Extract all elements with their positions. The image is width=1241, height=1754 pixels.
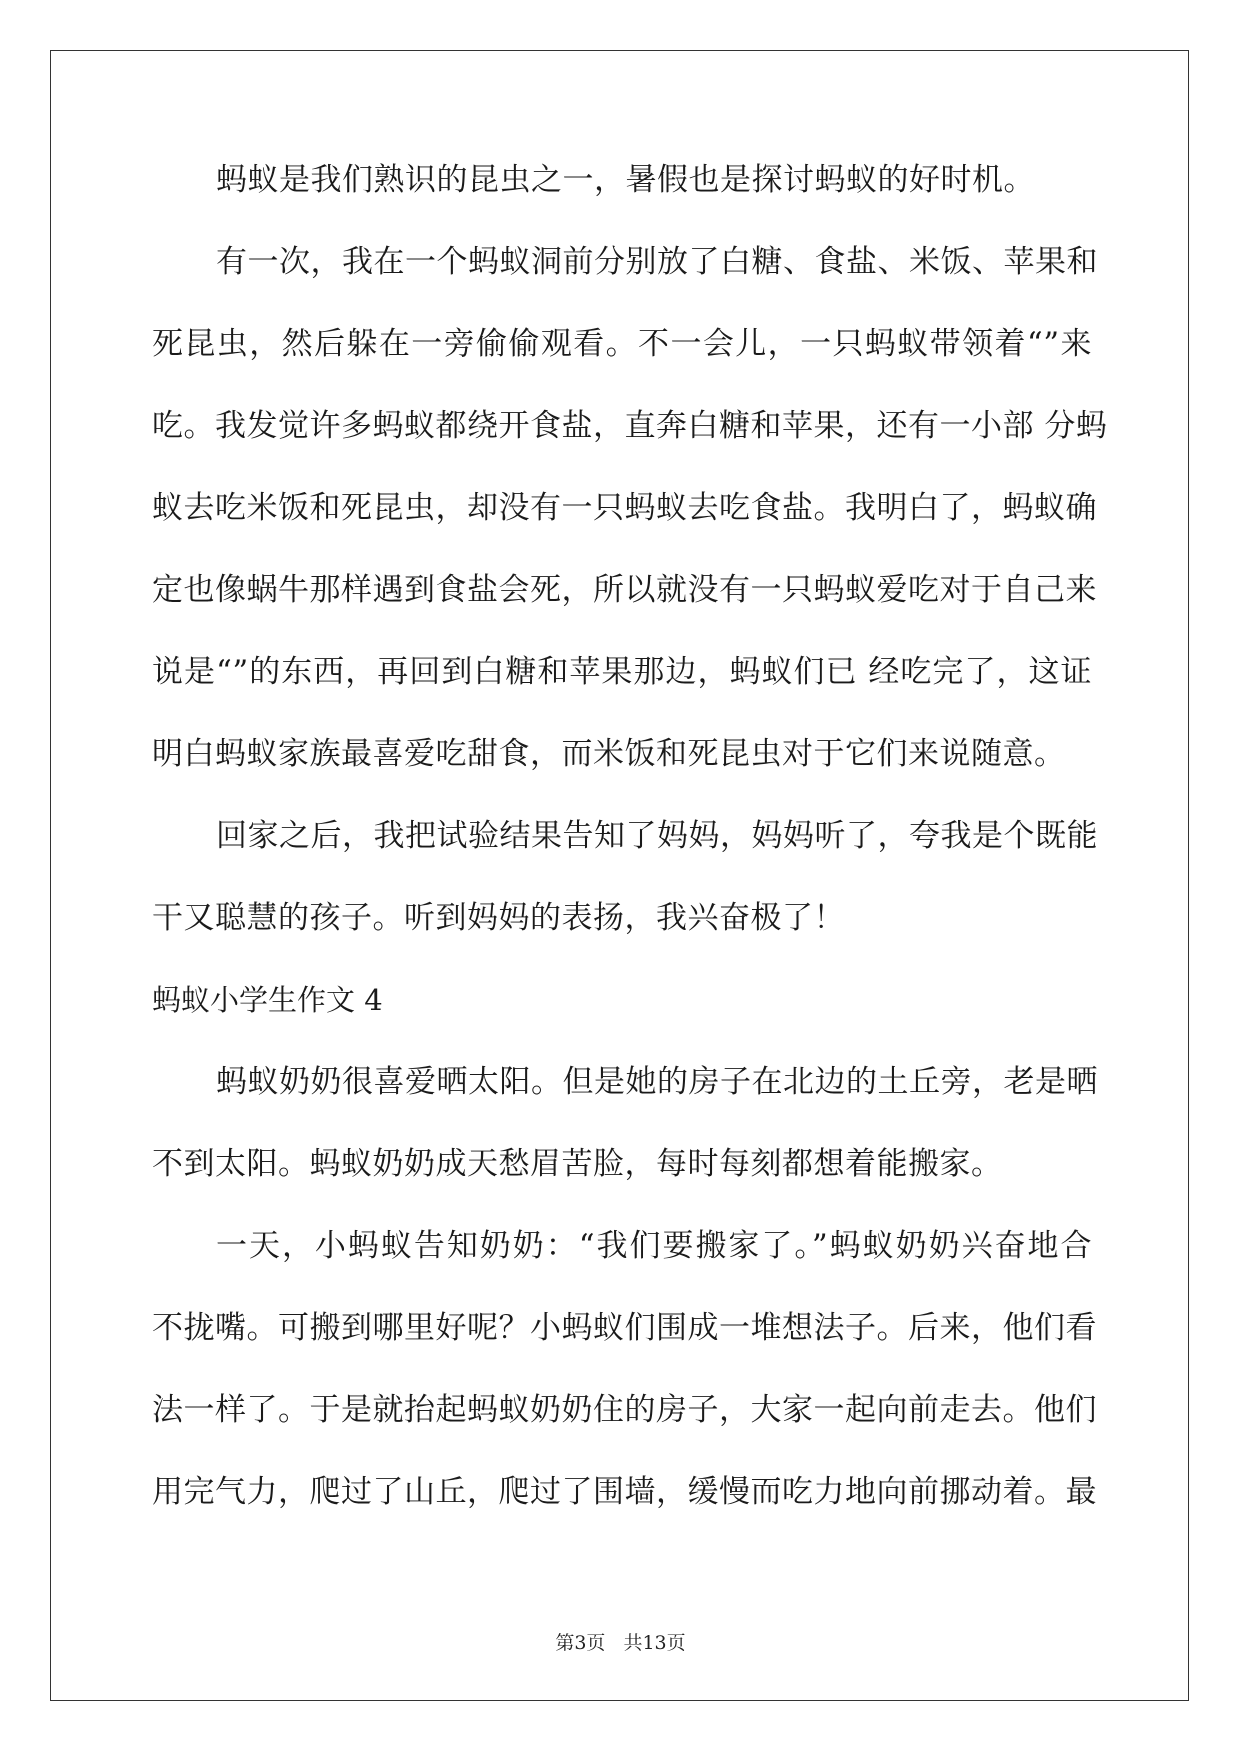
paragraph	[152, 160, 1092, 242]
page-footer	[0, 1628, 1241, 1655]
text-line: 吃。我发觉许多蚂蚁都绕开食盐，直奔白糖和苹果，还有一小部 分蚂	[152, 408, 1108, 444]
text-line: 干又聪慧的孩子。听到妈妈的表扬，我兴奋极了！	[152, 900, 845, 936]
document-body	[152, 160, 1108, 1554]
page-number-current: 第3页	[555, 1632, 606, 1654]
text-line: 回家之后，我把试验结果告知了妈妈，妈妈听了，夸我是个既能	[216, 818, 1098, 854]
text-line: 有一次，我在一个蚂蚁洞前分别放了白糖、食盐、米饭、苹果和	[216, 244, 1098, 280]
text-line: 用完气力，爬过了山丘，爬过了围墙，缓慢而吃力地向前挪动着。最	[152, 1474, 1097, 1510]
text-line: 蚁去吃米饭和死昆虫，却没有一只蚂蚁去吃食盐。我明白了，蚂蚁确	[152, 490, 1097, 526]
text-line: 蚂蚁奶奶很喜爱晒太阳。但是她的房子在北边的土丘旁，老是晒	[216, 1064, 1098, 1100]
text-line: 明白蚂蚁家族最喜爱吃甜食，而米饭和死昆虫对于它们来说随意。	[152, 736, 1066, 772]
paragraph	[152, 1226, 1097, 1554]
text-line: 死昆虫，然后躲在一旁偷偷观看。不一会儿，一只蚂蚁带领着“”来	[152, 326, 1092, 362]
paragraph	[152, 242, 1108, 816]
page-number-total: 共13页	[623, 1632, 686, 1654]
section-heading: 蚂蚁小学生作文 4	[152, 983, 383, 1017]
text-line: 一天，小蚂蚁告知奶奶：“我们要搬家了。”蚂蚁奶奶兴奋地合	[216, 1228, 1092, 1264]
text-line: 蚂蚁是我们熟识的昆虫之一，暑假也是探讨蚂蚁的好时机。	[216, 162, 1035, 198]
text-line: 说是“”的东西，再回到白糖和苹果那边，蚂蚁们已 经吃完了，这证	[152, 654, 1092, 690]
text-line: 法一样了。于是就抬起蚂蚁奶奶住的房子，大家一起向前走去。他们	[152, 1392, 1097, 1428]
text-line: 不拢嘴。可搬到哪里好呢？小蚂蚁们围成一堆想法子。后来，他们看	[152, 1310, 1097, 1346]
text-line: 定也像蜗牛那样遇到食盐会死，所以就没有一只蚂蚁爱吃对于自己来	[152, 572, 1097, 608]
paragraph	[152, 816, 1098, 980]
paragraph	[152, 1062, 1098, 1226]
text-line: 不到太阳。蚂蚁奶奶成天愁眉苦脸，每时每刻都想着能搬家。	[152, 1146, 1003, 1182]
